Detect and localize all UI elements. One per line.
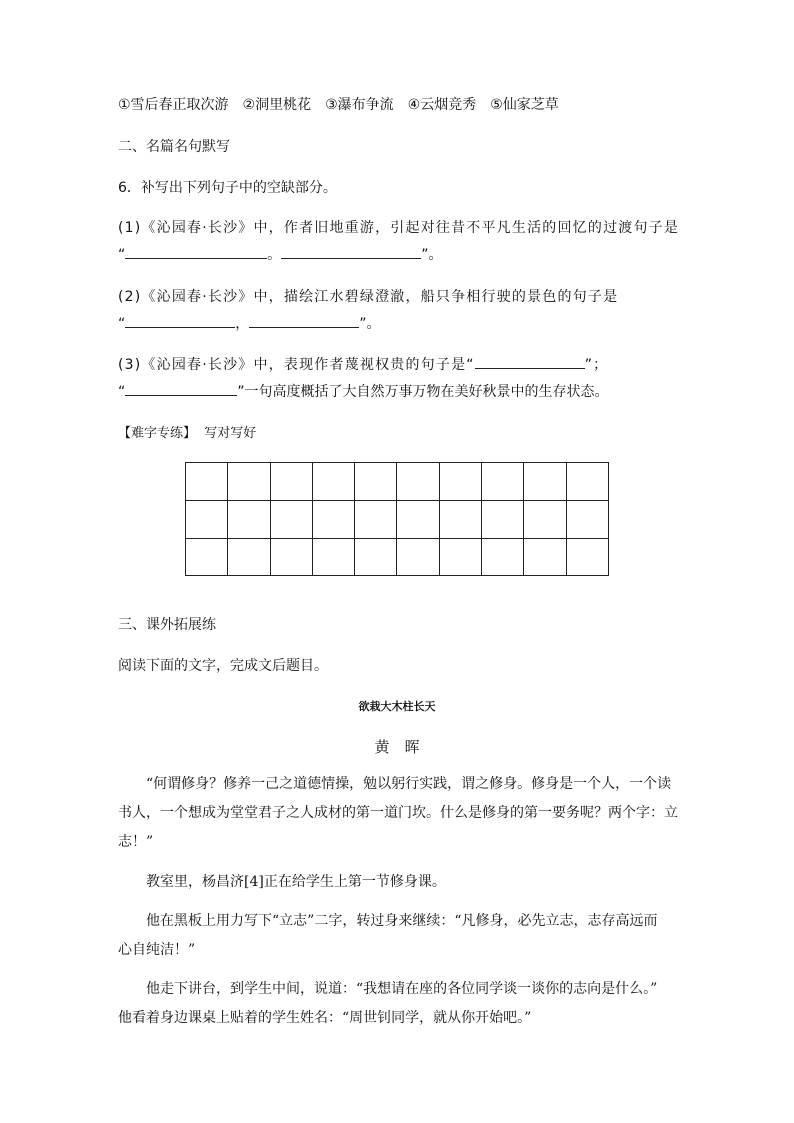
q6-2-prefix: (2)《沁园春·长沙》中，描绘江水碧绿澄澈，船只争相行驶的景色的句子是 xyxy=(118,289,619,305)
grid-cell[interactable] xyxy=(228,500,270,538)
paragraph-2-line-1: 教室里，杨昌济[4]正在给学生上第一节修身课。 xyxy=(146,874,446,890)
section2-heading: 二、名篇名句默写 xyxy=(118,139,230,155)
grid-cell[interactable] xyxy=(312,500,354,538)
q6-1-close: ”。 xyxy=(421,247,443,263)
grid-cell[interactable] xyxy=(397,463,439,501)
grid-row xyxy=(186,538,609,576)
q6-2-blank-b[interactable] xyxy=(249,313,359,328)
grid-cell[interactable] xyxy=(312,463,354,501)
q6-3-prefix-close: ”； xyxy=(584,357,609,373)
q6-2-close: ”。 xyxy=(359,316,381,332)
grid-cell[interactable] xyxy=(439,538,481,576)
grid-cell[interactable] xyxy=(228,463,270,501)
q6-3-prefix: (3)《沁园春·长沙》中，表现作者蔑视权贵的句子是“ xyxy=(118,357,475,373)
grid-cell[interactable] xyxy=(524,463,566,501)
paragraph-1-line-1: “何谓修身？修养一己之道德情操，勉以躬行实践，谓之修身。修身是一个人，一个读 xyxy=(146,776,672,792)
q6-2-open-quote: “ xyxy=(118,316,126,332)
grid-cell[interactable] xyxy=(355,500,397,538)
practice-title: 写对写好 xyxy=(204,426,257,441)
grid-cell[interactable] xyxy=(566,500,608,538)
article-author: 黄 晖 xyxy=(374,738,420,756)
grid-cell[interactable] xyxy=(355,463,397,501)
grid-cell[interactable] xyxy=(355,538,397,576)
practice-heading xyxy=(118,423,256,445)
q6-1-answer-line xyxy=(118,244,443,266)
writing-grid xyxy=(185,462,609,576)
q6-1-blank-a[interactable] xyxy=(125,244,267,259)
paragraph-4-line-1: 他走下讲台，到学生中间，说道：“我想请在座的各位同学谈一谈你的志向是什么。” xyxy=(146,981,658,997)
practice-label: 【难字专练】 xyxy=(118,426,197,441)
question6: 6．补写出下列句子中的空缺部分。 xyxy=(118,180,337,196)
grid-cell[interactable] xyxy=(228,538,270,576)
grid-cell[interactable] xyxy=(439,500,481,538)
grid-row xyxy=(186,463,609,501)
article-title: 欲栽大木柱长天 xyxy=(358,700,436,713)
q6-2-mid: ， xyxy=(235,316,250,332)
q6-3-line1 xyxy=(118,354,608,376)
grid-cell[interactable] xyxy=(186,500,228,538)
grid-cell[interactable] xyxy=(566,538,608,576)
grid-cell[interactable] xyxy=(439,463,481,501)
grid-cell[interactable] xyxy=(270,463,312,501)
reading-instruction: 阅读下面的文字，完成文后题目。 xyxy=(118,658,328,674)
grid-cell[interactable] xyxy=(270,500,312,538)
paragraph-1-line-2: 书人，一个想成为堂堂君子之人成材的第一道门坎。什么是修身的第一要务呢？两个字：立 xyxy=(118,805,678,821)
q6-1-mid: 。 xyxy=(267,247,282,263)
q6-3-blank-a[interactable] xyxy=(475,354,585,369)
grid-cell[interactable] xyxy=(186,538,228,576)
options-line: ①雪后春正取次游 ②洞里桃花 ③瀑布争流 ④云烟竞秀 ⑤仙家芝草 xyxy=(118,97,559,113)
grid-cell[interactable] xyxy=(312,538,354,576)
grid-cell[interactable] xyxy=(186,463,228,501)
q6-2-answer-line xyxy=(118,313,381,335)
q6-1-open-quote: “ xyxy=(118,247,126,263)
grid-cell[interactable] xyxy=(482,500,524,538)
paragraph-1 xyxy=(118,770,678,857)
grid-cell[interactable] xyxy=(397,500,439,538)
q6-3-blank-b[interactable] xyxy=(125,381,237,396)
grid-cell[interactable] xyxy=(270,538,312,576)
grid-cell[interactable] xyxy=(482,463,524,501)
paragraph-3 xyxy=(118,907,678,965)
grid-cell[interactable] xyxy=(397,538,439,576)
grid-cell[interactable] xyxy=(524,500,566,538)
paragraph-4 xyxy=(118,975,678,1033)
q6-2-blank-a[interactable] xyxy=(125,313,235,328)
paragraph-3-line-2: 心自纯洁！” xyxy=(118,942,196,958)
paragraph-1-line-3: 志！” xyxy=(118,834,154,850)
paragraph-3-line-1: 他在黑板上用力写下“立志”二字，转过身来继续：“凡修身，必先立志，志存高远而 xyxy=(146,913,658,929)
paragraph-2 xyxy=(118,868,678,897)
q6-3-suffix: ”一句高度概括了大自然万事万物在美好秋景中的生存状态。 xyxy=(237,384,609,400)
grid-cell[interactable] xyxy=(566,463,608,501)
q6-3-line2 xyxy=(118,381,609,403)
grid-row xyxy=(186,500,609,538)
grid-cell[interactable] xyxy=(524,538,566,576)
paragraph-4-line-2: 他看着身边课桌上贴着的学生姓名：“周世钊同学，就从你开始吧。” xyxy=(118,1010,532,1026)
q6-1-prefix: (1)《沁园春·长沙》中，作者旧地重游，引起对往昔不平凡生活的回忆的过渡句子是 xyxy=(118,220,680,236)
q6-3-open-quote: “ xyxy=(118,384,126,400)
section3-heading: 三、课外拓展练 xyxy=(118,617,216,633)
grid-cell[interactable] xyxy=(482,538,524,576)
q6-1-blank-b[interactable] xyxy=(281,244,421,259)
